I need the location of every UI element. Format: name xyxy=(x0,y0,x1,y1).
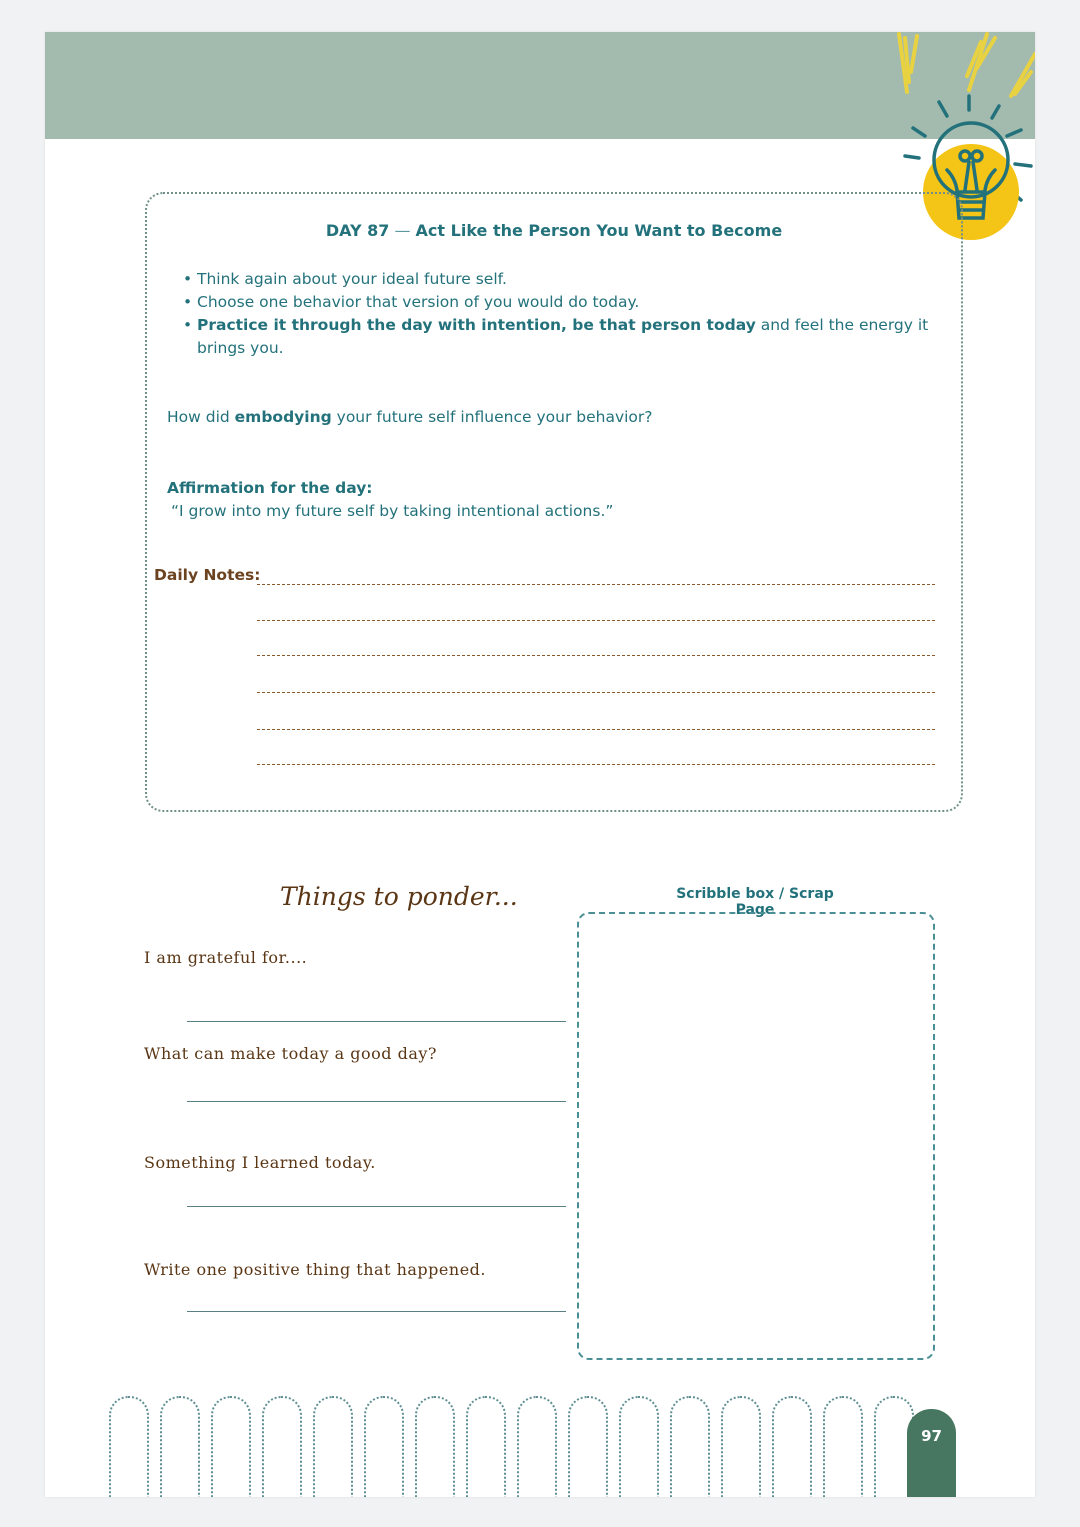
arch-decoration xyxy=(721,1396,761,1497)
arch-decoration xyxy=(313,1396,353,1497)
page-number-tab xyxy=(907,1409,956,1497)
day-title-text: Act Like the Person You Want to Become xyxy=(415,221,783,240)
daily-notes-label: Daily Notes: xyxy=(154,566,261,584)
tip-emphasis: Practice it through the day with intention, be that person today xyxy=(197,316,756,334)
page-number: 97 xyxy=(921,1427,942,1445)
note-line[interactable] xyxy=(257,729,935,730)
scribble-title: Scribble box / Scrap Page xyxy=(676,886,834,918)
arch-decoration xyxy=(262,1396,302,1497)
ponder-prompt: Something I learned today. xyxy=(144,1153,376,1172)
affirmation-label: Affirmation for the day: xyxy=(167,479,373,497)
ponder-prompt: What can make today a good day? xyxy=(144,1044,437,1063)
arch-decoration xyxy=(619,1396,659,1497)
arch-decoration xyxy=(568,1396,608,1497)
tip-item: • Practice it through the day with intention, be that person today and feel the energy it brings you. xyxy=(183,314,935,360)
note-line[interactable] xyxy=(257,620,935,621)
day-number: DAY 87 xyxy=(325,221,390,240)
arch-decoration xyxy=(415,1396,455,1497)
note-line[interactable] xyxy=(257,655,935,656)
scribble-box[interactable] xyxy=(577,912,935,1360)
note-line[interactable] xyxy=(257,584,935,585)
tip-item: • Think again about your ideal future self. xyxy=(183,268,935,291)
journal-page xyxy=(45,32,1035,1497)
tips-list xyxy=(183,268,935,360)
arch-border xyxy=(109,1396,914,1497)
arch-decoration xyxy=(211,1396,251,1497)
ponder-title: Things to ponder... xyxy=(280,882,518,911)
ponder-prompt: Write one positive thing that happened. xyxy=(144,1260,486,1279)
answer-line[interactable] xyxy=(187,1311,566,1312)
day-card xyxy=(145,192,963,812)
answer-line[interactable] xyxy=(187,1101,566,1102)
arch-decoration xyxy=(160,1396,200,1497)
note-line[interactable] xyxy=(257,764,935,765)
arch-decoration xyxy=(517,1396,557,1497)
affirmation-text: “I grow into my future self by taking intentional actions.” xyxy=(171,502,614,520)
day-title xyxy=(147,221,961,240)
header-band xyxy=(45,32,1035,139)
reflection-question: How did embodying your future self influence your behavior? xyxy=(167,408,653,426)
arch-decoration xyxy=(670,1396,710,1497)
answer-line[interactable] xyxy=(187,1206,566,1207)
ponder-prompt: I am grateful for.... xyxy=(144,948,308,967)
arch-decoration xyxy=(109,1396,149,1497)
tip-item: • Choose one behavior that version of you would do today. xyxy=(183,291,935,314)
arch-decoration xyxy=(772,1396,812,1497)
arch-decoration xyxy=(364,1396,404,1497)
answer-line[interactable] xyxy=(187,1021,566,1022)
title-separator: — xyxy=(389,221,416,240)
arch-decoration xyxy=(823,1396,863,1497)
note-line[interactable] xyxy=(257,692,935,693)
arch-decoration xyxy=(466,1396,506,1497)
question-emphasis: embodying xyxy=(234,408,332,426)
